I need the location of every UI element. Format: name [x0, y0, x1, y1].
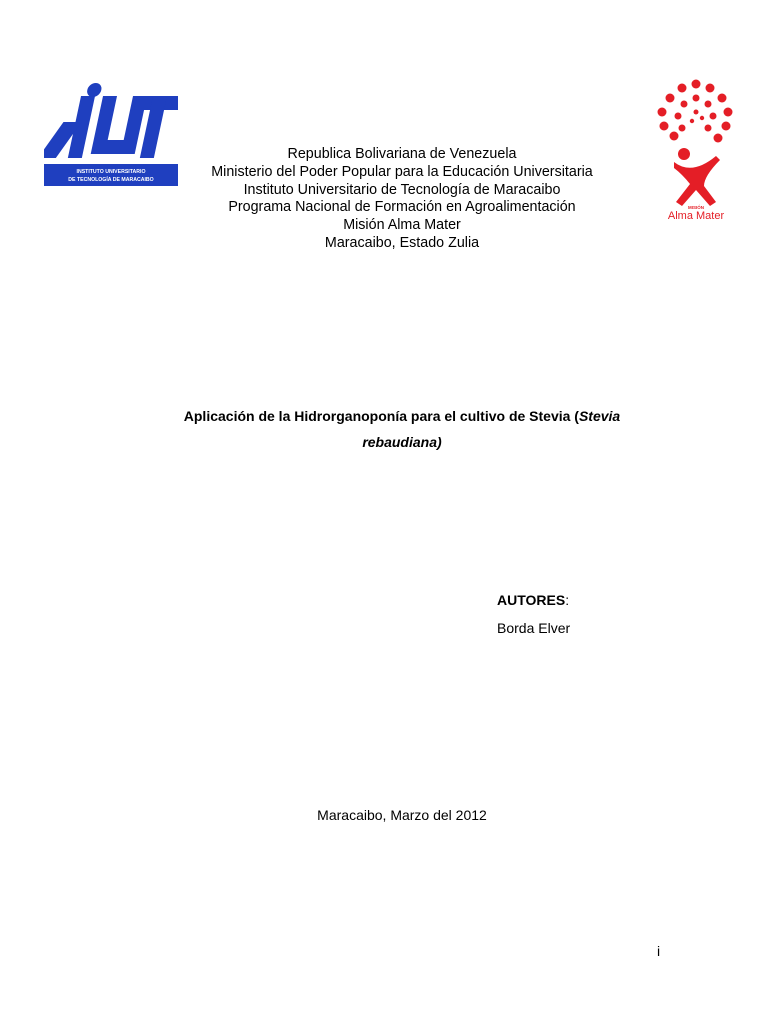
title-species-epithet: rebaudiana) — [362, 434, 442, 450]
mision-alma-mater-icon — [652, 76, 740, 224]
place-date: Maracaibo, Marzo del 2012 — [317, 807, 487, 823]
iut-caption-line2: DE TECNOLOGÍA DE MARACAIBO — [68, 177, 154, 183]
title-species-genus: Stevia — [578, 408, 621, 424]
page-number: i — [657, 943, 661, 959]
author-name: Borda Elver — [497, 620, 571, 636]
document-title — [110, 403, 694, 455]
header-line-mision: Misión Alma Mater — [343, 217, 461, 234]
title-main: Aplicación de la Hidrorganoponía para el cultivo de Stevia ( — [183, 408, 579, 424]
header-line-institute: Instituto Universitario de Tecnología de Maracaibo — [243, 181, 561, 198]
header-line-country: Republica Bolivariana de Venezuela — [287, 146, 517, 162]
iut-caption-line1: INSTITUTO UNIVERSITARIO — [76, 169, 146, 175]
authors-label: AUTORES — [497, 592, 566, 608]
header-line-city: Maracaibo, Estado Zulia — [324, 234, 480, 251]
institutional-header — [180, 146, 624, 253]
iut-logo — [44, 82, 178, 188]
authors-heading — [497, 592, 569, 609]
authors-separator: : — [565, 592, 570, 608]
iut-logo-icon — [44, 82, 178, 188]
header-line-ministry: Ministerio del Poder Popular para la Educación Universitaria — [211, 163, 593, 180]
mision-alma-mater-logo — [652, 76, 740, 224]
header-line-program: Programa Nacional de Formación en Agroalimentación — [228, 199, 576, 216]
mision-small-label: MISIÓN — [687, 205, 705, 210]
alma-mater-label: Alma Mater — [667, 210, 725, 222]
